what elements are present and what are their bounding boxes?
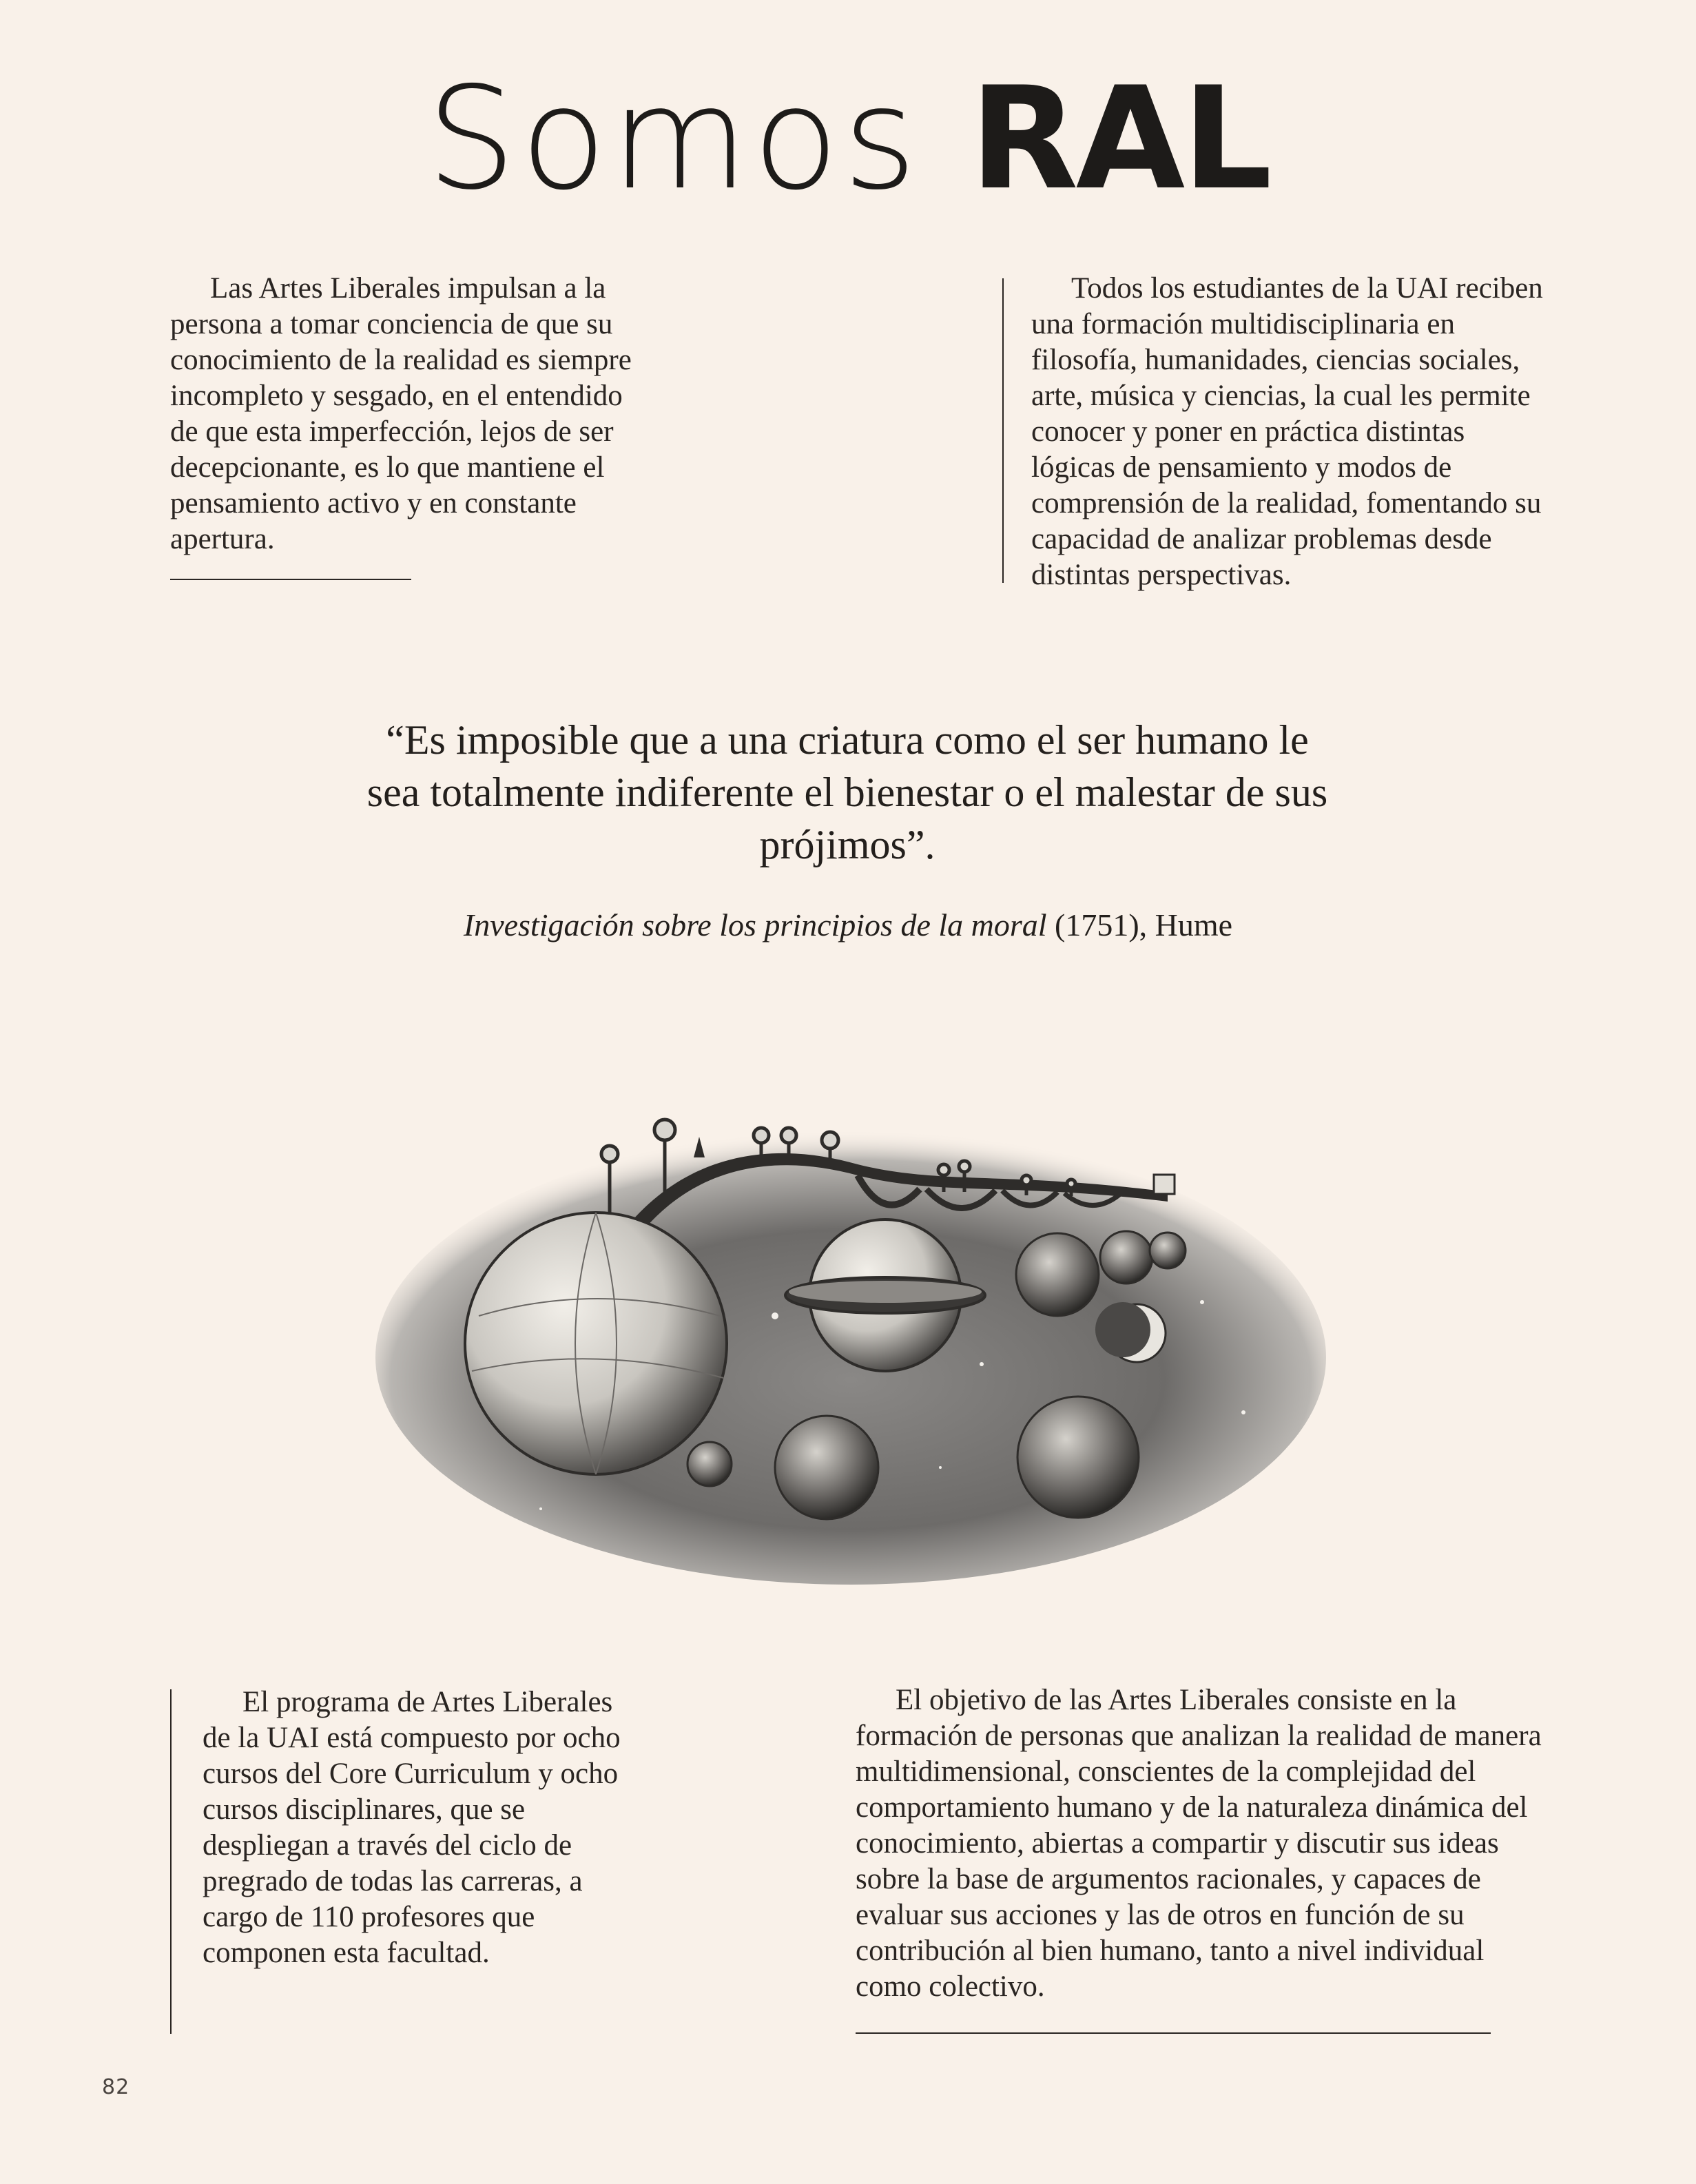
quote-text: “Es imposible que a una criatura como el ser humano le sea totalmente indiferente el bienestar o el malestar de sus prójimos”.	[366, 717, 1328, 867]
page-title	[0, 57, 1696, 221]
paragraph-bottom-right: El objetivo de las Artes Liberales consiste en la formación de personas que analizan la realidad de manera multidimensional, conscientes de la complejidad del comportamiento humano y de la naturaleza dinámica del conocimiento, abiertas a compartir y discutir sus ideas sobre la base de argumentos racionales, y capaces de evaluar sus acciones y las de otros en función de su contribución al bien humano, tanto a nivel individual como colectivo.	[856, 1684, 1542, 2003]
hut	[1154, 1175, 1175, 1194]
page-number: 82	[102, 2075, 130, 2099]
citation-year-author: (1751), Hume	[1046, 907, 1233, 942]
planet-small-2	[1100, 1231, 1152, 1284]
divider-top-left	[170, 579, 411, 580]
paragraph-bottom-left: El programa de Artes Liberales de la UAI está compuesto por ocho cursos del Core Curriculum y ocho cursos disciplinares, que se despliegan a través del ciclo de pregrado de todas las carreras, a cargo de 110 profesores que componen esta facultad.	[203, 1686, 621, 1969]
title-light: Somos	[426, 57, 921, 221]
planet-lower-1	[775, 1416, 878, 1519]
planet-small-3	[1150, 1233, 1186, 1268]
paragraph-top-right: Todos los estudiantes de la UAI reciben una formación multidisciplinaria en filosofía, humanidades, ciencias sociales, arte, música y ciencias, la cual les permite conocer y poner en práctica distintas lógicas de pensamiento y modos de comprensión de la realidad, fomentando su capacidad de analizar problemas desde distintas perspectivas.	[1031, 272, 1543, 591]
engraving-planets-bridge-icon	[375, 1054, 1326, 1619]
citation-work: Investigación sobre los principios de la moral	[463, 907, 1047, 942]
divider-top-right	[1002, 278, 1004, 583]
planet-small-1	[1016, 1233, 1099, 1316]
divider-bottom-left	[170, 1689, 172, 2034]
title-bold: RAL	[969, 57, 1270, 221]
divider-bottom-right	[856, 2032, 1491, 2034]
paragraph-top-left: Las Artes Liberales impulsan a la persona a tomar conciencia de que su conocimiento de la realidad es siempre incompleto y sesgado, en el entendido de que esta imperfección, lejos de ser decepcionante, es lo que mantiene el pensamiento activo y en constante apertura.	[170, 272, 632, 555]
planet-earth	[465, 1213, 727, 1474]
planet-lower-2	[1017, 1397, 1139, 1518]
planet-tiny	[687, 1442, 732, 1486]
quote-citation	[0, 906, 1696, 945]
